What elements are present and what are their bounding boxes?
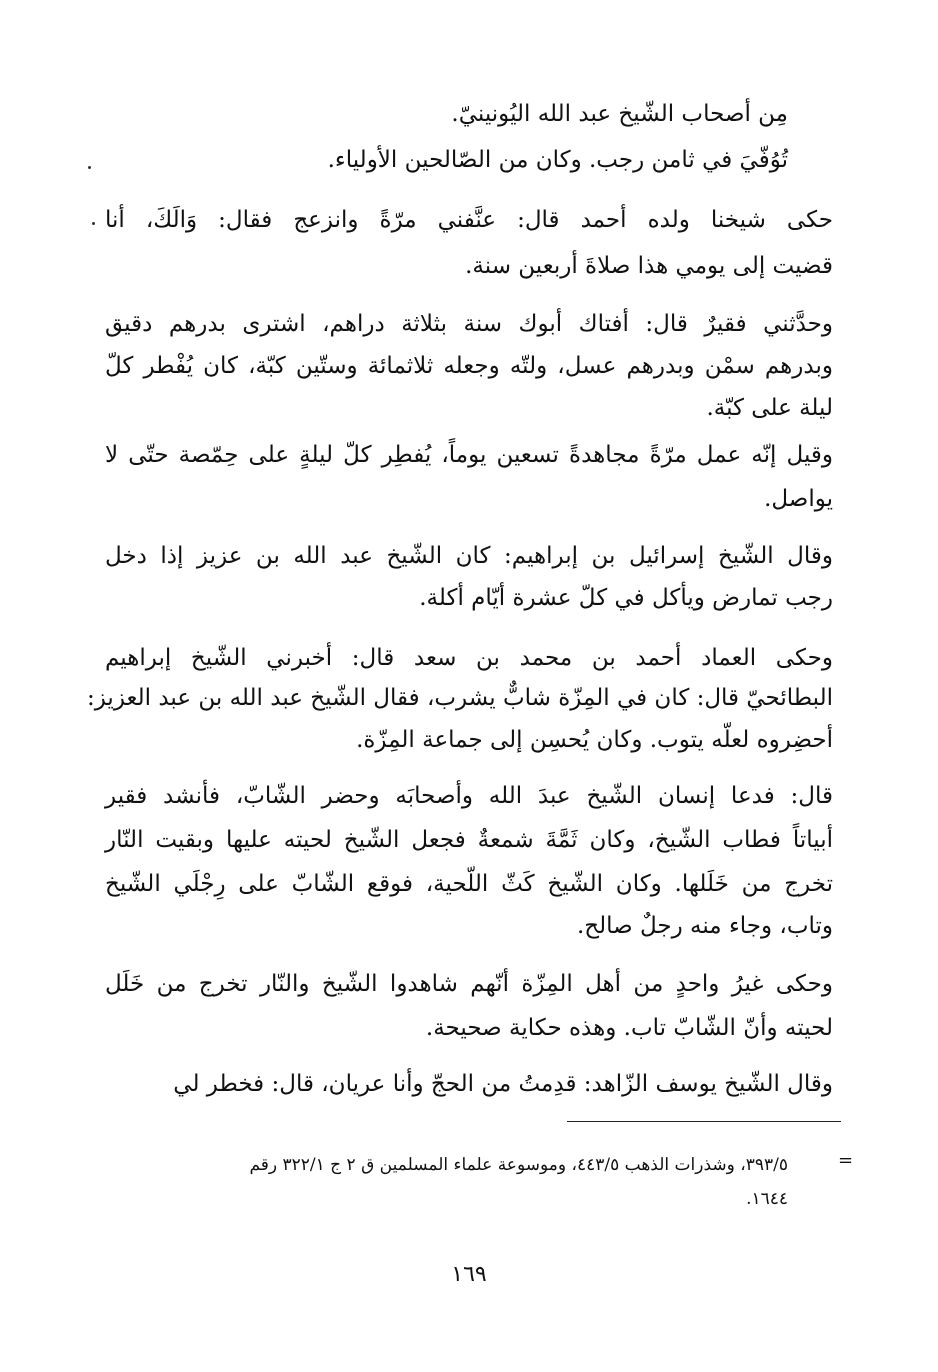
page-number: ١٦٩ (451, 1262, 487, 1287)
footnote-line-1: ٣٩٣/٥، وشذرات الذهب ٤٤٣/٥، وموسوعة علماء المسلمين ق ٢ ج ٣٢٢/١ رقم (249, 1155, 788, 1175)
text-line-2: تُوُفّيَ في ثامن رجب. وكان من الصّالحين الأولياء. (327, 147, 788, 173)
text-line-5: وحدَّثني فقيرٌ قال: أفتاك أبوك سنة بثلاثة دراهم، اشترى بدرهم دقيق (105, 311, 833, 337)
footnote-continuation-mark: = (838, 1150, 854, 1171)
text-line-3: حكى شيخنا ولده أحمد قال: عنَّفني مرّةً وانزعج فقال: وَالَكَ، أنا (105, 207, 833, 233)
text-line-21: وقال الشّيخ يوسف الزّاهد: قدِمتُ من الحجّ وأنا عريان، قال: فخطر لي (173, 1071, 833, 1097)
text-line-12: وحكى العماد أحمد بن محمد بن سعد قال: أخبرني الشّيخ إبراهيم (105, 645, 833, 671)
text-line-13: البطائحيّ قال: كان في المِزّة شابٌّ يشرب، فقال الشّيخ عبد الله بن عبد العزيز: (86, 685, 833, 711)
text-line-16: أبياتاً فطاب الشّيخ، وكان ثَمَّةَ شمعةٌ فجعل الشّيخ لحيته عليها وبقيت النّار (105, 827, 833, 853)
footnote-separator (567, 1121, 841, 1122)
text-line-4: قضيت إلى يومي هذا صلاةَ أربعين سنة. (465, 253, 833, 279)
text-line-9: يواصل. (764, 486, 833, 512)
text-line-10: وقال الشّيخ إسرائيل بن إبراهيم: كان الشّيخ عبد الله بن عزيز إذا دخل (105, 543, 833, 569)
footnote-line-2: ١٦٤٤. (746, 1189, 788, 1209)
text-line-14: أحضِروه لعلّه يتوب. وكان يُحسِن إلى جماعة المِزّة. (356, 727, 833, 753)
text-line-7: ليلة على كبّة. (706, 395, 833, 421)
text-line-17: تخرج من خَلَلها. وكان الشّيخ كَثّ اللّحية، فوقع الشّابّ على رِجْلَي الشّيخ (105, 871, 833, 897)
text-line-18: وتاب، وجاء منه رجلٌ صالح. (576, 913, 833, 939)
text-line-19: وحكى غيرُ واحدٍ من أهل المِزّة أنّهم شاهدوا الشّيخ والنّار تخرج من خَلَل (105, 971, 833, 997)
text-line-8: وقيل إنّه عمل مرّةً مجاهدةً تسعين يوماً، يُفطِر كلّ ليلةٍ على حِمّصة حتّى لا (105, 442, 833, 468)
text-line-11: رجب تمارض ويأكل في كلّ عشرة أيّام أكلة. (419, 585, 833, 611)
text-line-6: وبدرهم سمْن وبدرهم عسل، ولتّه وجعله ثلاثمائة وستّين كبّة، كان يُفْطر كلّ (105, 353, 833, 379)
text-line-20: لحيته وأنّ الشّابّ تاب. وهذه حكاية صحيحة. (425, 1015, 833, 1041)
speck-mark (88, 166, 91, 169)
text-line-1: مِن أصحاب الشّيخ عبد الله اليُونينيّ. (451, 101, 788, 127)
speck-mark (92, 222, 95, 225)
text-line-15: قال: فدعا إنسان الشّيخ عبدَ الله وأصحابَه وحضر الشّابّ، فأنشد فقير (105, 783, 833, 809)
